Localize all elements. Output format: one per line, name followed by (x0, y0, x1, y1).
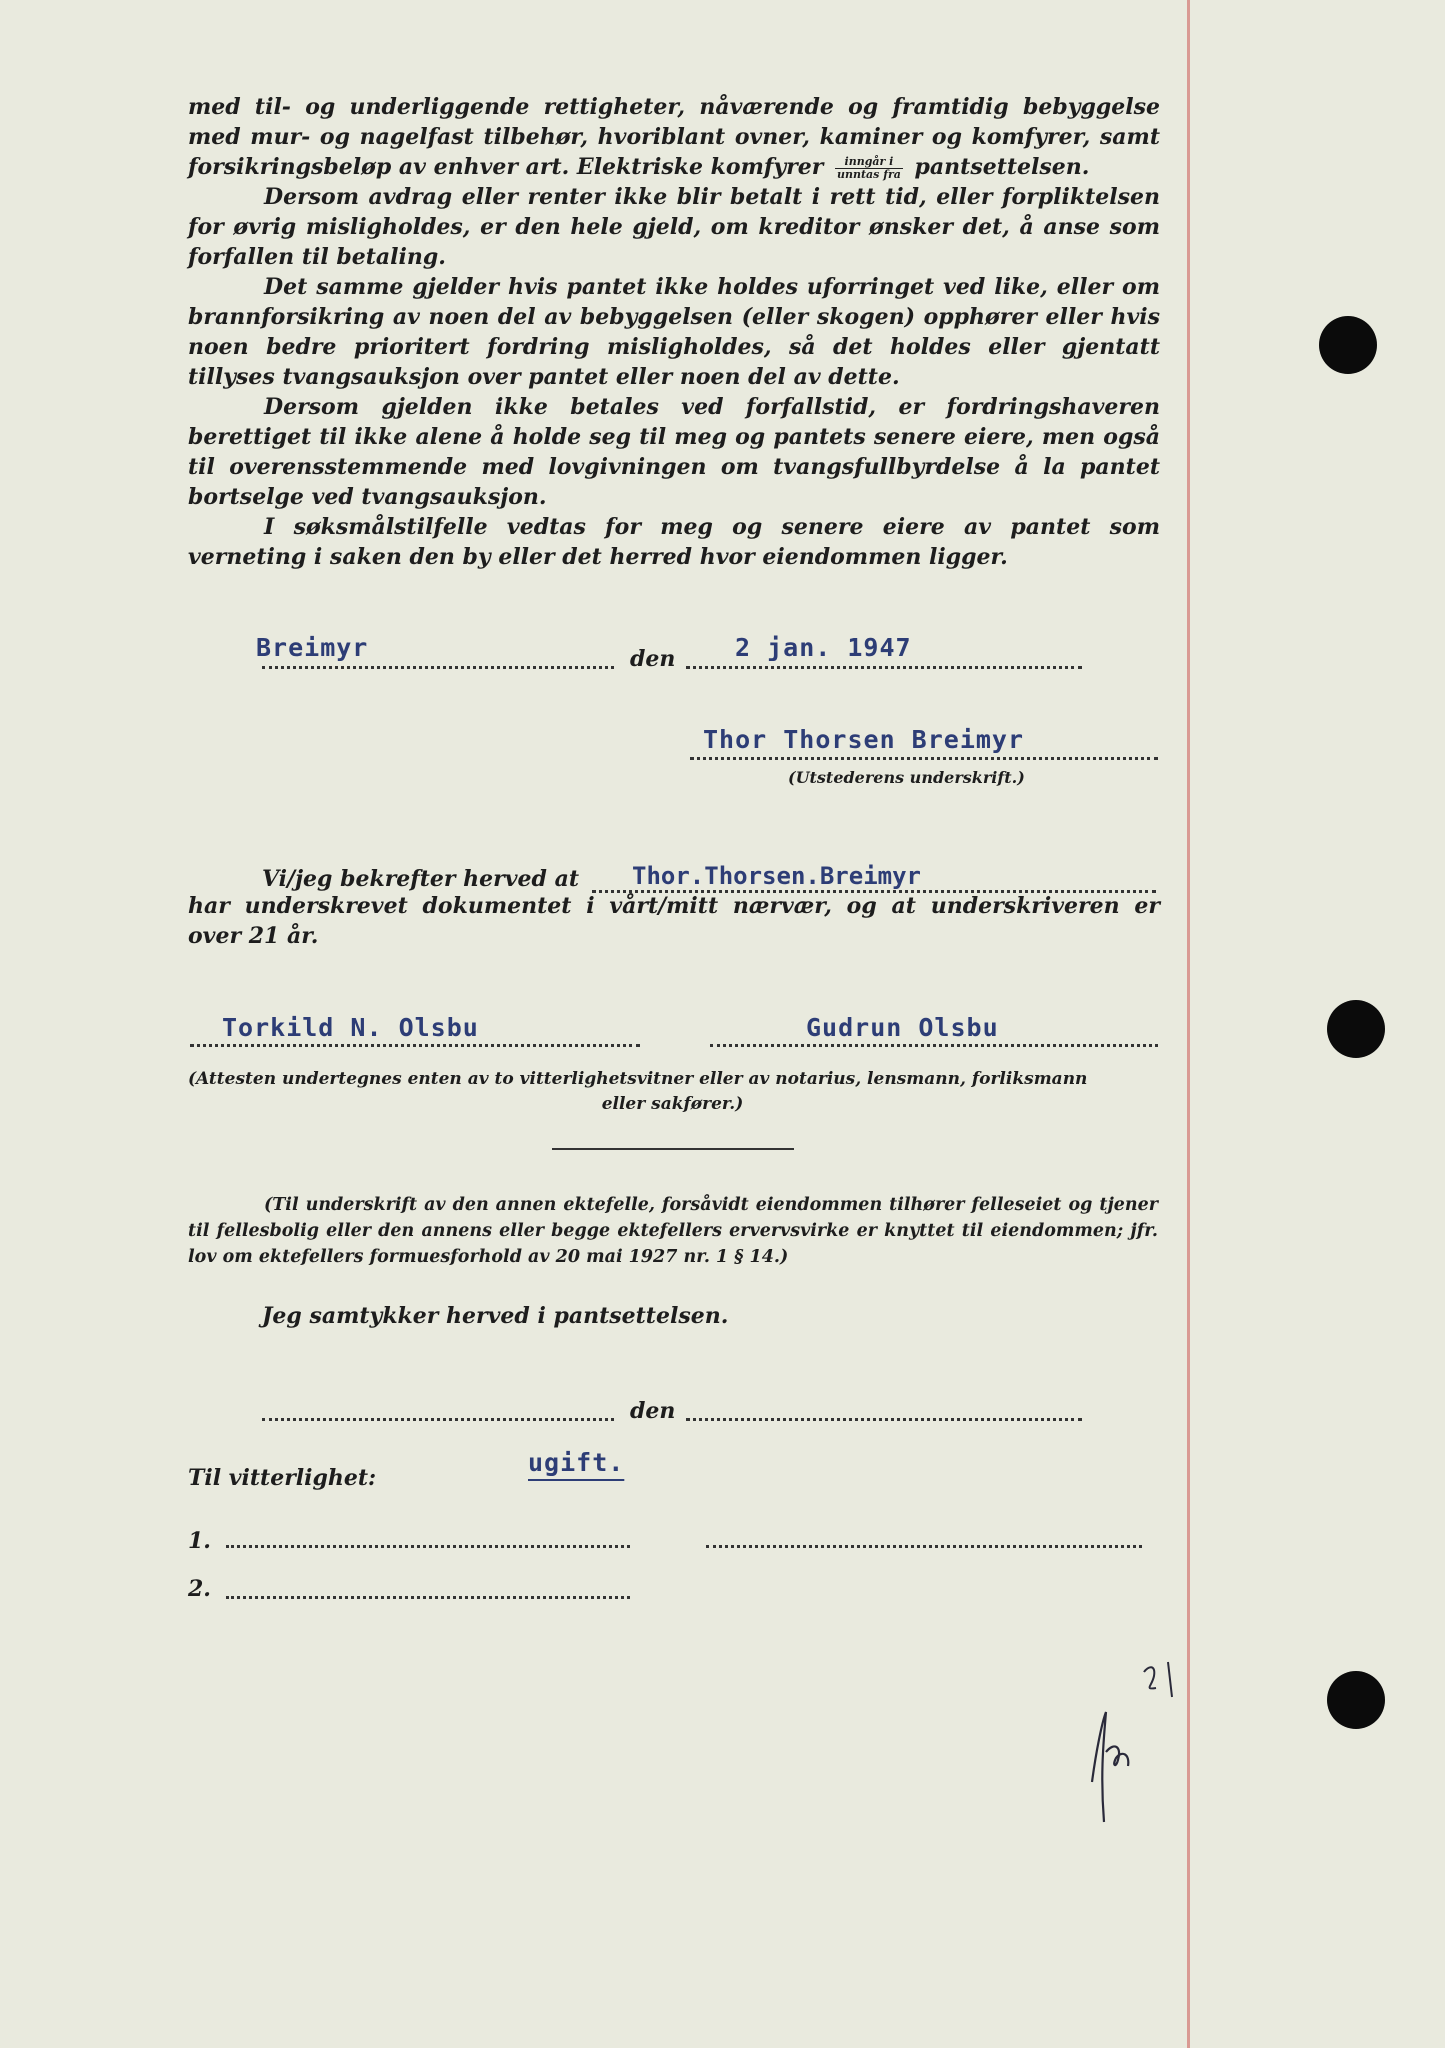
clause-due-date: Dersom gjelden ikke betales ved forfallstid, er fordringshaveren berettiget til ikke alene å holde seg til meg og pantets senere eiere, men også til overensstemmende med lovgivningen om tvangsfullbyrdelse å la pantet bortselge ved tvangsauksjon. (188, 394, 1160, 510)
witness1-dotted-line (190, 1044, 640, 1047)
confirmation-prefix: Vi/jeg bekrefter herved at (262, 866, 579, 892)
included-excluded-fraction (835, 156, 903, 181)
clause-property (188, 92, 1160, 182)
punch-hole-top (1319, 316, 1377, 374)
consent-statement: Jeg samtykker herved i pantsettelsen. (262, 1303, 729, 1329)
spouse-den-label: den (630, 1398, 676, 1424)
spouse-date-dotted-line (686, 1418, 1082, 1421)
witness-number-2: 2. (188, 1576, 211, 1602)
confirmed-name: Thor.Thorsen.Breimyr (632, 862, 921, 890)
clause-default: Dersom avdrag eller renter ikke blir betalt i rett tid, eller forpliktelsen for øvrig misligholdes, er den hele gjeld, om kreditor ønsker det, å anse som forfallen til betaling. (188, 184, 1160, 270)
den-label: den (630, 646, 676, 672)
witness1-name: Torkild N. Olsbu (222, 1013, 479, 1042)
punch-hole-bottom (1327, 1671, 1385, 1729)
til-vitterlighet-label: Til vitterlighet: (188, 1465, 377, 1491)
spouse-place-dotted-line (262, 1418, 614, 1421)
confirmation-line2: har underskrevet dokumentet i vårt/mitt nærvær, og at underskriveren er (188, 893, 1160, 919)
fraction-bottom: unntas fra (836, 167, 901, 181)
clause-property-text: med til- og underliggende rettigheter, nåværende og framtidig bebyggelse med mur- og nagelfast tilbehør, hvoriblant ovner, kaminer og komfyrer, samt forsikringsbeløp av enhver art. Elektriske komfyrer (188, 94, 1160, 180)
issuer-name: Thor Thorsen Breimyr (703, 725, 1025, 754)
issuer-caption: (Utstederens underskrift.) (788, 768, 1025, 787)
signing-place: Breimyr (256, 633, 369, 662)
punch-hole-middle (1327, 1000, 1385, 1058)
witness-number-1: 1. (188, 1528, 211, 1554)
witness2-dotted-line (710, 1044, 1158, 1047)
place-dotted-line (262, 666, 614, 669)
witness-line-1a (226, 1545, 630, 1548)
signing-date: 2 jan. 1947 (735, 633, 912, 662)
clause-property-end: pantsettelsen. (914, 154, 1090, 180)
confirmation-line3: over 21 år. (188, 923, 319, 949)
mortgage-clauses (188, 92, 1160, 572)
witness-line-2a (226, 1596, 630, 1599)
clause-venue: I søksmålstilfelle vedtas for meg og senere eiere av pantet som verneting i saken den by eller det herred hvor eiendommen ligger. (188, 514, 1160, 570)
attest-note-line2: eller sakfører.) (601, 1094, 744, 1114)
attest-note-line1: (Attesten undertegnes enten av to vitterlighetsvitner eller av notarius, lensmann, forliksmann (188, 1069, 1088, 1089)
marital-status: ugift. (528, 1448, 625, 1477)
issuer-dotted-line (690, 757, 1158, 760)
date-dotted-line (686, 666, 1082, 669)
handwritten-initials (1082, 1642, 1192, 1832)
spouse-note: (Til underskrift av den annen ektefelle, forsåvidt eiendommen tilhører felleseiet og tjener til fellesbolig eller den annens eller begge ektefellers ervervsvirke er knyttet til eiendommen; jfr. lov om ektefellers formuesforhold av 20 mai 1927 nr. 1 § 14.) (188, 1195, 1158, 1267)
fraction-top: inngår i (835, 156, 903, 169)
separator-rule (552, 1148, 794, 1150)
witness-line-1b (706, 1545, 1142, 1548)
clause-deterioration: Det samme gjelder hvis pantet ikke holdes uforringet ved like, eller om brannforsikring av noen del av bebyggelsen (eller skogen) opphører eller hvis noen bedre prioritert fordring misligholdes, så det holdes eller gjentatt tillyses tvangsauksjon over pantet eller noen del av dette. (188, 274, 1160, 390)
witness2-name: Gudrun Olsbu (806, 1013, 999, 1042)
